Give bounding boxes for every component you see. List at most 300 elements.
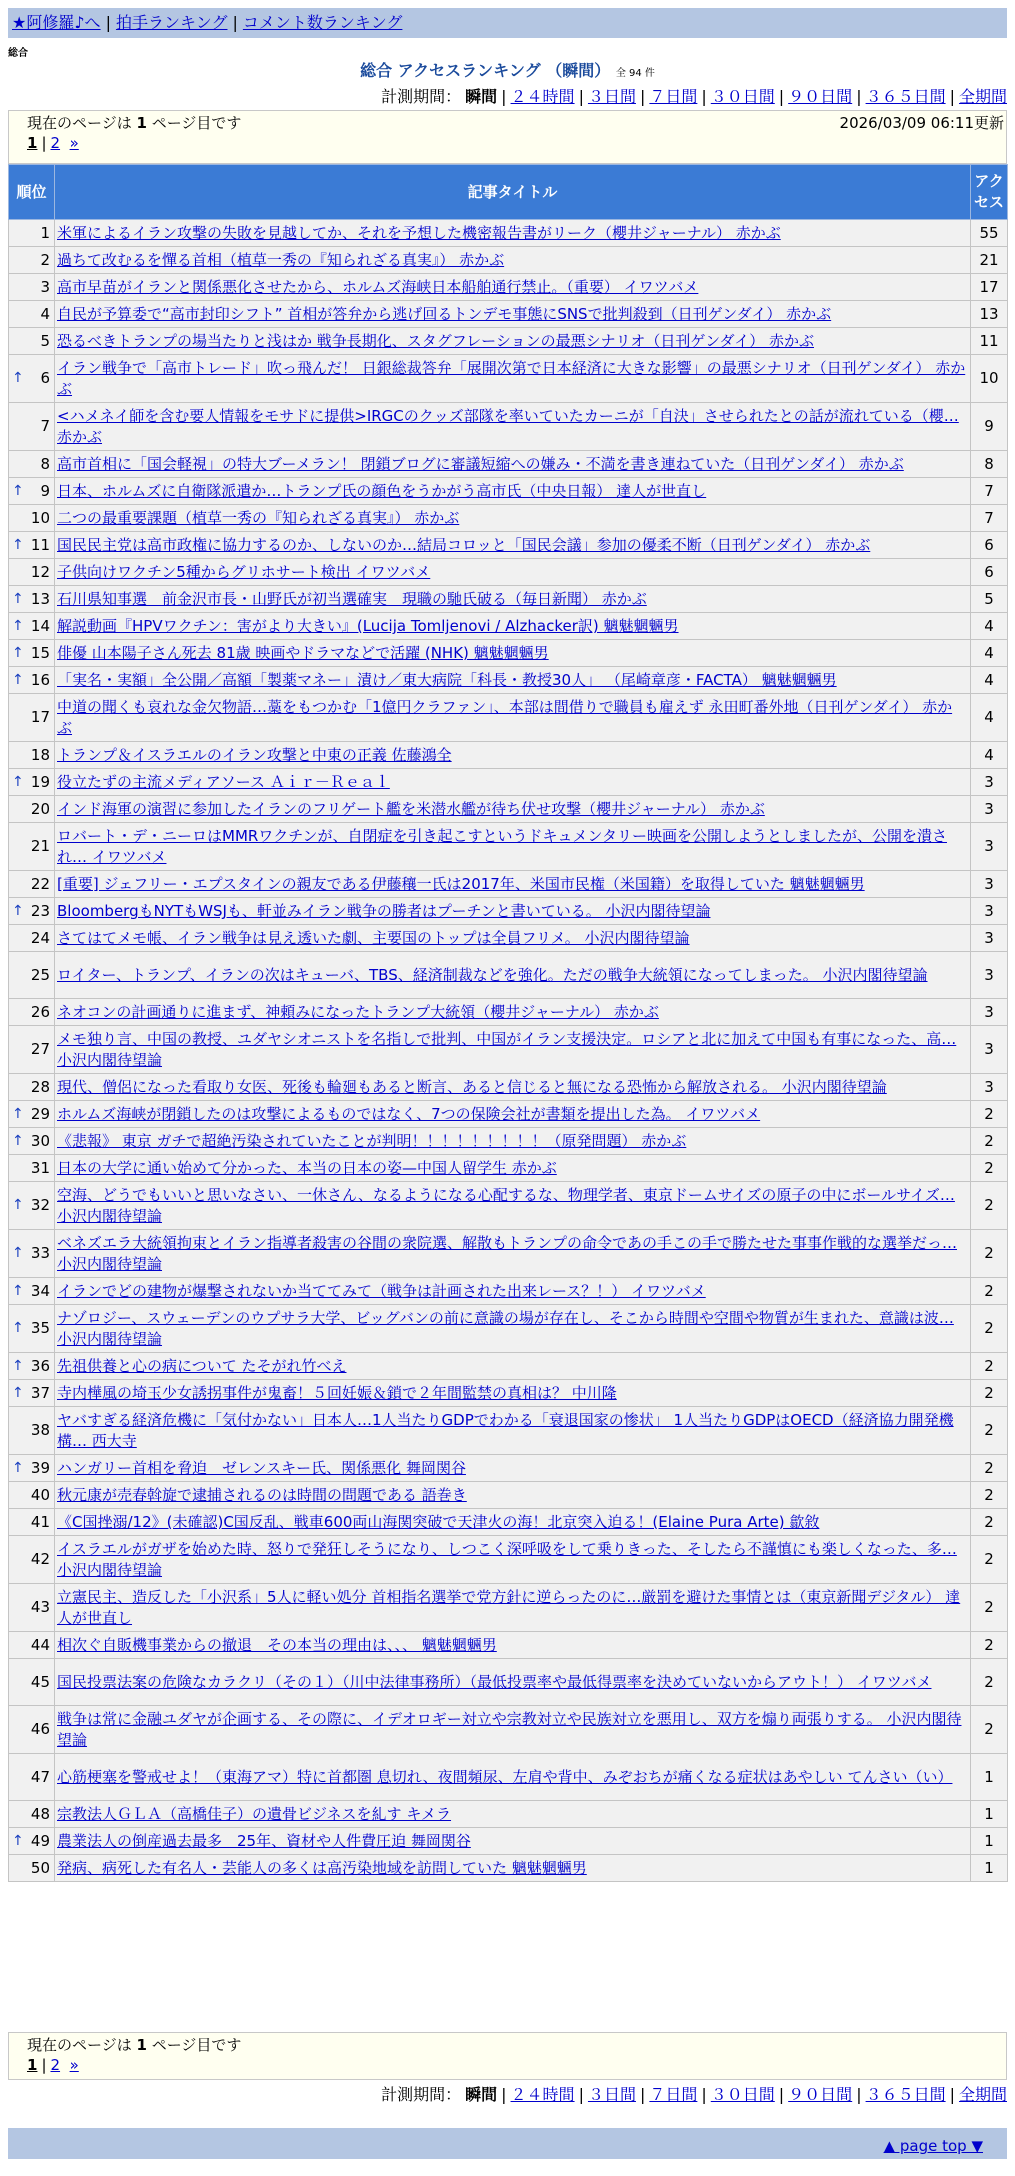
period-link-all[interactable]: 全期間 [958,2085,1007,2104]
title-cell [55,451,971,478]
rank-cell [9,898,55,925]
table-row [9,667,1008,694]
table-row [9,1026,1008,1074]
title-cell [55,301,971,328]
article-title-link[interactable]: 自民が予算委で“高市封印シフト” 首相が答弁から逃げ回るトンデモ事態にSNSで批判殺到（日刊ゲンダイ） 赤かぶ [57,305,832,323]
article-title-link[interactable]: 日本の大学に通い始めて分かった、本当の日本の姿—中国人留学生 赤かぶ [57,1159,557,1177]
title-cell [55,796,971,823]
article-title-link[interactable]: 戦争は常に金融ユダヤが企画する、その際に、イデオロギー対立や宗教対立や民族対立を悪用し、双方を煽り両張りする。 小沢内閣待望論 [57,1710,962,1749]
article-title-link[interactable]: 《C国挫溺/12》(未確認)C国反乱、戦車600両山海関突破で天津火の海！北京突入迫る！(Elaine Pura Arte) 歙敘 [57,1513,820,1531]
article-title-link[interactable]: 子供向けワクチン5種からグリホサート検出 イワツバメ [57,563,431,581]
access-count: 2 [971,1155,1008,1182]
rank-number: 11 [30,535,50,554]
table-row [9,640,1008,667]
rank-cell [9,1855,55,1882]
title-cell [55,742,971,769]
rank-number: 37 [30,1383,50,1402]
article-title-link[interactable]: 空海、どうでもいいと思いなさい、一休さん、なるようになる心配するな、物理学者、東京ドームサイズの原子の中にボールサイズ… 小沢内閣待望論 [57,1186,955,1225]
rank-number: 9 [40,481,50,500]
title-cell [55,898,971,925]
access-count: 3 [971,1074,1008,1101]
pager-top: 1 | 2 » [27,134,79,152]
rank-up-arrow-icon: ↑ [12,1832,24,1849]
nav-link-applause-ranking[interactable]: 拍手ランキング [115,13,228,32]
title-cell [55,220,971,247]
rank-up-arrow-icon: ↑ [12,617,24,634]
table-row [9,769,1008,796]
access-count: 17 [971,274,1008,301]
access-count: 2 [971,1632,1008,1659]
article-title-link[interactable]: ヤバすぎる経済危機に「気付かない」日本人…1人当たりGDPでわかる「衰退国家の惨状」 1人当たりGDPはOECD（経済協力開発機構… 西大寺 [57,1411,954,1450]
rank-cell [9,355,55,403]
article-title-link[interactable]: 国民投票法案の危険なカラクリ（その１）（川中法律事務所）（最低投票率や最低得票率を決めていないからアウト！） イワツバメ [57,1673,932,1691]
rank-cell [9,823,55,871]
table-row [9,1632,1008,1659]
title-cell [55,478,971,505]
article-title-link[interactable]: 先祖供養と心の病について たそがれ竹べえ [57,1357,347,1375]
article-title-link[interactable]: ロイター、トランプ、イランの次はキューバ、TBS、経済制裁などを強化。ただの戦争大統領になってしまった。 小沢内閣待望論 [57,966,928,984]
access-count: 3 [971,823,1008,871]
access-count: 5 [971,586,1008,613]
rank-cell [9,925,55,952]
title-cell [55,952,971,999]
period-selector-bottom: 計測期間： 瞬間 | ２４時間 | ３日間 | ７日間 | ３０日間 | ９０日間 | ３６５日間 | 全期間 [381,2085,1007,2104]
rank-number: 42 [30,1550,50,1568]
rank-number: 24 [30,928,50,947]
rank-cell [9,559,55,586]
table-row [9,451,1008,478]
access-count: 2 [971,1305,1008,1353]
period-link-90d[interactable]: ９０日間 [788,2085,853,2104]
access-count: 4 [971,694,1008,742]
access-count: 7 [971,478,1008,505]
article-title-link[interactable]: 高市早苗がイランと関係悪化させたから、ホルムズ海峡日本船舶通行禁止。（重要） イワツバメ [57,278,699,296]
title-cell [55,1632,971,1659]
title-cell [55,1455,971,1482]
article-title-link[interactable]: 立憲民主、造反した「小沢系」5人に軽い処分 首相指名選挙で党方針に逆らったのに…厳罰を避けた事情とは（東京新聞デジタル） 達人が世直し [57,1588,961,1627]
article-title-link[interactable]: イスラエルがガザを始めた時、怒りで発狂しそうになり、しつこく深呼吸をして乗りきった、そしたら不謹慎にも楽しくなった、多… 小沢内閣待望論 [57,1540,957,1579]
rank-cell [9,586,55,613]
page-title [0,60,1015,85]
title-cell [55,1584,971,1632]
article-title-link[interactable]: メモ独り言、中国の教授、ユダヤシオニストを名指しで批判、中国がイラン支援決定。ロシアと北に加えて中国も有事になった、高… 小沢内閣待望論 [57,1030,957,1069]
table-row [9,952,1008,999]
article-title-link[interactable]: 心筋梗塞を警戒せよ！（東海アマ）特に首都圏 息切れ、夜間頻尿、左肩や背中、みぞおちが痛くなる症状はあやしい てんさい（い） [57,1768,953,1786]
rank-number: 15 [30,643,50,662]
rank-cell [9,1407,55,1455]
table-row [9,1482,1008,1509]
access-count: 11 [971,328,1008,355]
nav-link-comment-ranking[interactable]: コメント数ランキング [242,13,403,32]
rank-cell [9,742,55,769]
rank-number: 33 [30,1244,50,1262]
ranking-title: 総合 アクセスランキング （瞬間） [360,61,611,80]
rank-cell [9,1536,55,1584]
rank-number: 41 [30,1512,50,1531]
rank-number: 34 [30,1281,50,1300]
period-link-24h[interactable]: ２４時間 [510,2085,575,2104]
table-row [9,1536,1008,1584]
rank-number: 39 [30,1458,50,1477]
article-title-link[interactable]: 寺内樺風の埼玉少女誘拐事件が鬼畜！５回妊娠＆鎖で２年間監禁の真相は？ 中川隆 [57,1384,617,1402]
title-cell [55,586,971,613]
article-title-link[interactable]: 米軍によるイラン攻撃の失敗を見越してか、それを予想した機密報告書がリーク（櫻井ジャーナル） 赤かぶ [57,224,781,242]
rank-number: 46 [30,1720,50,1738]
access-count: 4 [971,640,1008,667]
access-count: 3 [971,898,1008,925]
rank-up-arrow-icon: ↑ [12,1357,24,1374]
article-title-link[interactable]: 高市首相に「国会軽視」の特大ブーメラン！ 閉鎖ブログに審議短縮への嫌み・不満を書き連ねていた（日刊ゲンダイ） 赤かぶ [57,455,904,473]
rank-cell [9,871,55,898]
table-row [9,1455,1008,1482]
rank-cell [9,1509,55,1536]
access-count: 4 [971,613,1008,640]
rank-number: 2 [40,250,50,269]
table-row [9,1407,1008,1455]
table-row [9,898,1008,925]
title-cell [55,1380,971,1407]
title-cell [55,274,971,301]
period-current: 瞬間 [465,87,498,106]
rank-number: 31 [30,1158,50,1177]
pager-current: 1 [27,2056,38,2074]
title-cell [55,1754,971,1801]
rank-cell [9,1305,55,1353]
access-count: 2 [971,1584,1008,1632]
period-link-all[interactable]: 全期間 [958,87,1007,106]
table-row [9,694,1008,742]
article-title-link[interactable]: BloombergもNYTもWSJも、軒並みイラン戦争の勝者はプーチンと書いている。 小沢内閣待望論 [57,902,711,920]
rank-cell [9,247,55,274]
nav-separator: | [232,13,238,32]
title-cell [55,640,971,667]
access-count: 2 [971,1128,1008,1155]
col-header-rank: 順位 [9,165,55,220]
rank-number: 40 [30,1485,50,1504]
access-count: 2 [971,1509,1008,1536]
access-count: 3 [971,796,1008,823]
table-row [9,505,1008,532]
title-cell [55,1305,971,1353]
period-label: 計測期間： [381,2085,462,2104]
table-row [9,871,1008,898]
rank-up-arrow-icon: ↑ [12,902,24,919]
article-title-link[interactable]: さてはてメモ帳、イラン戦争は見え透いた劇、主要国のトップは全員フリメ。 小沢内閣待望論 [57,929,690,947]
article-title-link[interactable]: 《悲報》 東京 ガチで超絶汚染されていたことが判明！！！！！！！！！（原発問題） 赤かぶ [57,1132,687,1150]
article-title-link[interactable]: ホルムズ海峡が閉鎖したのは攻撃によるものではなく、7つの保険会社が書類を提出した為。 イワツバメ [57,1105,761,1123]
article-title-link[interactable]: 恐るべきトランプの場当たりと浅はか 戦争長期化、スタグフレーションの最悪シナリオ（日刊ゲンダイ） 赤かぶ [57,332,814,350]
rank-cell [9,403,55,451]
access-count: 2 [971,1101,1008,1128]
article-title-link[interactable]: 石川県知事選 前金沢市長・山野氏が初当選確実 現職の馳氏破る（毎日新聞） 赤かぶ [57,590,647,608]
table-row [9,355,1008,403]
article-title-link[interactable]: 農業法人の倒産過去最多 25年、資材や人件費圧迫 舞岡関谷 [57,1832,471,1850]
article-title-link[interactable]: ベネズエラ大統領拘束とイラン指導者殺害の谷間の衆院選、解散もトランプの命令であの手この手で勝たせた事事作戦的な選挙だっ… 小沢内閣待望論 [57,1234,958,1273]
table-row [9,999,1008,1026]
access-count: 1 [971,1801,1008,1828]
access-count: 2 [971,1659,1008,1706]
access-count: 3 [971,925,1008,952]
table-row [9,1855,1008,1882]
rank-number: 21 [30,837,50,855]
rank-cell [9,478,55,505]
rank-number: 4 [40,304,50,323]
rank-cell [9,1353,55,1380]
period-link-365d[interactable]: ３６５日間 [865,87,946,106]
title-cell [55,1536,971,1584]
rank-cell [9,796,55,823]
title-cell [55,925,971,952]
ranking-table [8,164,1008,1882]
period-label: 計測期間： [381,87,462,106]
rank-cell [9,505,55,532]
rank-number: 3 [40,277,50,296]
title-cell [55,871,971,898]
rank-cell [9,667,55,694]
rank-up-arrow-icon: ↑ [12,536,24,553]
access-count: 4 [971,742,1008,769]
access-count: 2 [971,1353,1008,1380]
table-row [9,823,1008,871]
article-title-link[interactable]: 現代、僧侶になった看取り女医、死後も輪廻もあると断言、あると信じると無になる恐怖から解放される。 小沢内閣待望論 [57,1078,887,1096]
table-row [9,796,1008,823]
article-title-link[interactable]: トランプ＆イスラエルのイラン攻撃と中東の正義 佐藤鴻全 [57,746,452,764]
article-title-link[interactable]: インド海軍の演習に参加したイランのフリゲート艦を米潜水艦が待ち伏せ攻撃（櫻井ジャーナル） 赤かぶ [57,800,765,818]
table-row [9,1128,1008,1155]
article-title-link[interactable]: ナゾロジー、スウェーデンのウプサラ大学、ビッグバンの前に意識の場が存在し、そこから時間や空間や物質が生まれた、意識は波… 小沢内閣待望論 [57,1309,954,1348]
period-link-3d[interactable]: ３日間 [587,87,636,106]
rank-cell [9,769,55,796]
table-row [9,328,1008,355]
rank-cell [9,1074,55,1101]
rank-cell [9,1182,55,1230]
rank-up-arrow-icon: ↑ [12,370,24,386]
access-count: 2 [971,1182,1008,1230]
access-count: 10 [971,355,1008,403]
rank-number: 17 [30,708,50,726]
rank-cell [9,451,55,478]
rank-cell [9,532,55,559]
article-title-link[interactable]: 相次ぐ自販機事業からの撤退 その本当の理由は、、、 魑魅魍魎男 [57,1636,497,1654]
access-count: 21 [971,247,1008,274]
rank-number: 47 [30,1767,50,1786]
title-cell [55,1482,971,1509]
article-title-link[interactable]: 秋元康が売春斡旋で逮捕されるのは時間の問題である 語巻き [57,1486,467,1504]
access-count: 3 [971,952,1008,999]
period-link-7d[interactable]: ７日間 [649,2085,698,2104]
pager-link-2[interactable]: 2 [50,2056,61,2074]
article-title-link[interactable]: 過ちて改むるを憚る首相（植草一秀の『知られざる真実』） 赤かぶ [57,251,505,269]
table-row [9,1074,1008,1101]
page-top-link[interactable]: ▲ page top ▼ [883,2137,983,2155]
rank-up-arrow-icon: ↑ [12,773,24,790]
rank-number: 25 [30,965,50,984]
rank-cell [9,1828,55,1855]
updated-timestamp: 2026/03/09 06:11更新 [839,114,1004,132]
title-cell [55,769,971,796]
article-title-link[interactable]: 「実名・実額」全公開／高額「製薬マネー」漬け／東大病院「科長・教授30人」 （尾崎章彦・FACTA） 魑魅魍魎男 [57,671,837,689]
nav-link-asyura[interactable]: ★阿修羅♪へ [12,13,101,32]
rank-number: 43 [30,1598,50,1616]
table-row [9,478,1008,505]
rank-cell [9,1632,55,1659]
rank-number: 8 [40,454,50,473]
rank-cell [9,1278,55,1305]
col-header-access: アクセス [971,165,1008,220]
access-count: 1 [971,1828,1008,1855]
period-link-30d[interactable]: ３０日間 [710,2085,775,2104]
title-cell [55,667,971,694]
access-count: 6 [971,559,1008,586]
pager-next-link[interactable]: » [69,2056,79,2074]
pager-bottom: 1 | 2 » [27,2056,79,2074]
title-cell [55,403,971,451]
rank-number: 22 [30,874,50,893]
title-cell [55,1706,971,1754]
table-row [9,274,1008,301]
rank-cell [9,1706,55,1754]
period-link-24h[interactable]: ２４時間 [510,87,575,106]
rank-number: 45 [30,1672,50,1691]
table-row [9,586,1008,613]
title-cell [55,355,971,403]
rank-up-arrow-icon: ↑ [12,1320,24,1336]
rank-number: 5 [40,331,50,350]
title-cell [55,1828,971,1855]
article-title-link[interactable]: [重要] ジェフリー・エプスタインの親友である伊藤穰一氏は2017年、米国市民権（米国籍）を取得していた 魑魅魍魎男 [57,875,865,893]
title-cell [55,328,971,355]
title-cell [55,1230,971,1278]
period-link-3d[interactable]: ３日間 [587,2085,636,2104]
rank-number: 28 [30,1077,50,1096]
rank-number: 38 [30,1421,50,1439]
article-title-link[interactable]: 二つの最重要課題（植草一秀の『知られざる真実』） 赤かぶ [57,509,460,527]
table-row [9,1801,1008,1828]
article-title-link[interactable]: 発病、病死した有名人・芸能人の多くは高汚染地域を訪問していた 魑魅魍魎男 [57,1859,587,1877]
title-cell [55,1074,971,1101]
article-title-link[interactable]: 中道の聞くも哀れな金欠物語…藁をもつかむ「1億円クラファン」、本部は間借りで職員も雇えず 永田町番外地（日刊ゲンダイ） 赤かぶ [57,698,953,737]
title-cell [55,1026,971,1074]
pager-link-2[interactable]: 2 [50,134,61,152]
article-title-link[interactable]: 解説動画『HPVワクチン：害がより大きい』(Lucija Tomljenovi / Alzhacker訳) 魑魅魍魎男 [57,617,679,635]
period-link-30d[interactable]: ３０日間 [710,87,775,106]
table-row [9,1509,1008,1536]
article-title-link[interactable]: ネオコンの計画通りに進まず、神頼みになったトランプ大統領（櫻井ジャーナル） 赤かぶ [57,1003,659,1021]
access-count: 2 [971,1380,1008,1407]
rank-up-arrow-icon: ↑ [12,1132,24,1149]
title-cell [55,559,971,586]
article-title-link[interactable]: 宗教法人ＧＬＡ（高橋佳子）の遺骨ビジネスを糺す キメラ [57,1805,452,1823]
rank-number: 20 [30,799,50,818]
title-cell [55,823,971,871]
table-row [9,403,1008,451]
rank-up-arrow-icon: ↑ [12,1197,24,1213]
page-status: 現在のページは 1 ページ目です [27,114,242,132]
article-title-link[interactable]: <ハメネイ師を含む要人情報をモサドに提供>IRGCのクッズ部隊を率いていたカーニが「自決」させられたとの話が流れている（櫻… 赤かぶ [57,407,959,446]
title-cell [55,1407,971,1455]
rank-cell [9,1026,55,1074]
rank-number: 26 [30,1002,50,1021]
rank-cell [9,1659,55,1706]
table-row [9,1305,1008,1353]
access-count: 55 [971,220,1008,247]
rank-number: 36 [30,1356,50,1375]
period-link-7d[interactable]: ７日間 [649,87,698,106]
rank-number: 32 [30,1196,50,1214]
page-info-top [8,110,1007,164]
rank-number: 13 [30,589,50,608]
rank-cell [9,1801,55,1828]
rank-cell [9,1455,55,1482]
rank-up-arrow-icon: ↑ [12,590,24,607]
article-title-link[interactable]: 役立たずの主流メディアソース Ａｉｒ－Ｒｅａｌ [57,773,390,791]
access-count: 3 [971,871,1008,898]
access-count: 2 [971,1482,1008,1509]
period-link-365d[interactable]: ３６５日間 [865,2085,946,2104]
title-cell [55,694,971,742]
period-link-90d[interactable]: ９０日間 [788,87,853,106]
rank-cell [9,1128,55,1155]
access-count: 1 [971,1754,1008,1801]
pager-next-link[interactable]: » [69,134,79,152]
access-count: 4 [971,667,1008,694]
table-row [9,1155,1008,1182]
rank-cell [9,999,55,1026]
rank-cell [9,1155,55,1182]
rank-number: 14 [30,616,50,635]
title-cell [55,532,971,559]
table-row [9,532,1008,559]
page-status: 現在のページは 1 ページ目です [27,2036,242,2054]
title-cell [55,1155,971,1182]
rank-cell [9,328,55,355]
bottom-bar [8,2128,1007,2159]
title-cell [55,1855,971,1882]
access-count: 2 [971,1278,1008,1305]
pager-current: 1 [27,134,38,152]
article-title-link[interactable]: イラン戦争で「高市トレード」吹っ飛んだ！ 日銀総裁答弁「展開次第で日本経済に大きな影響」の最悪シナリオ（日刊ゲンダイ） 赤かぶ [57,359,966,398]
rank-cell [9,1230,55,1278]
access-count: 2 [971,1536,1008,1584]
top-nav-bar [8,8,1007,38]
rank-number: 30 [30,1131,50,1150]
article-title-link[interactable]: 日本、ホルムズに自衛隊派遣か…トランプ氏の顔色をうかがう高市氏（中央日報） 達人が世直し [57,482,707,500]
rank-cell [9,1101,55,1128]
rank-number: 49 [30,1831,50,1850]
article-title-link[interactable]: ハンガリー首相を脅迫 ゼレンスキー氏、関係悪化 舞岡関谷 [57,1459,466,1477]
rank-number: 29 [30,1104,50,1123]
rank-up-arrow-icon: ↑ [12,1384,24,1401]
title-cell [55,1801,971,1828]
rank-cell [9,1584,55,1632]
title-cell [55,1353,971,1380]
article-title-link[interactable]: 俳優 山本陽子さん死去 81歳 映画やドラマなどで活躍 (NHK) 魑魅魍魎男 [57,644,549,662]
rank-cell [9,220,55,247]
rank-number: 48 [30,1804,50,1823]
rank-number: 27 [30,1040,50,1058]
table-row [9,1380,1008,1407]
article-title-link[interactable]: ロバート・デ・ニーロはMMRワクチンが、自閉症を引き起こすというドキュメンタリー映画を公開しようとしましたが、公開を潰され… イワツバメ [57,827,947,866]
article-title-link[interactable]: イランでどの建物が爆撃されないか当ててみて（戦争は計画された出来レース？！） イワツバメ [57,1282,706,1300]
rank-number: 7 [40,417,50,435]
title-cell [55,1128,971,1155]
rank-cell [9,1754,55,1801]
table-row [9,1230,1008,1278]
title-cell [55,1509,971,1536]
title-cell [55,1101,971,1128]
article-title-link[interactable]: 国民民主党は高市政権に協力するのか、しないのか…結局コロッと「国民会議」参加の優柔不断（日刊ゲンダイ） 赤かぶ [57,536,871,554]
rank-cell [9,952,55,999]
